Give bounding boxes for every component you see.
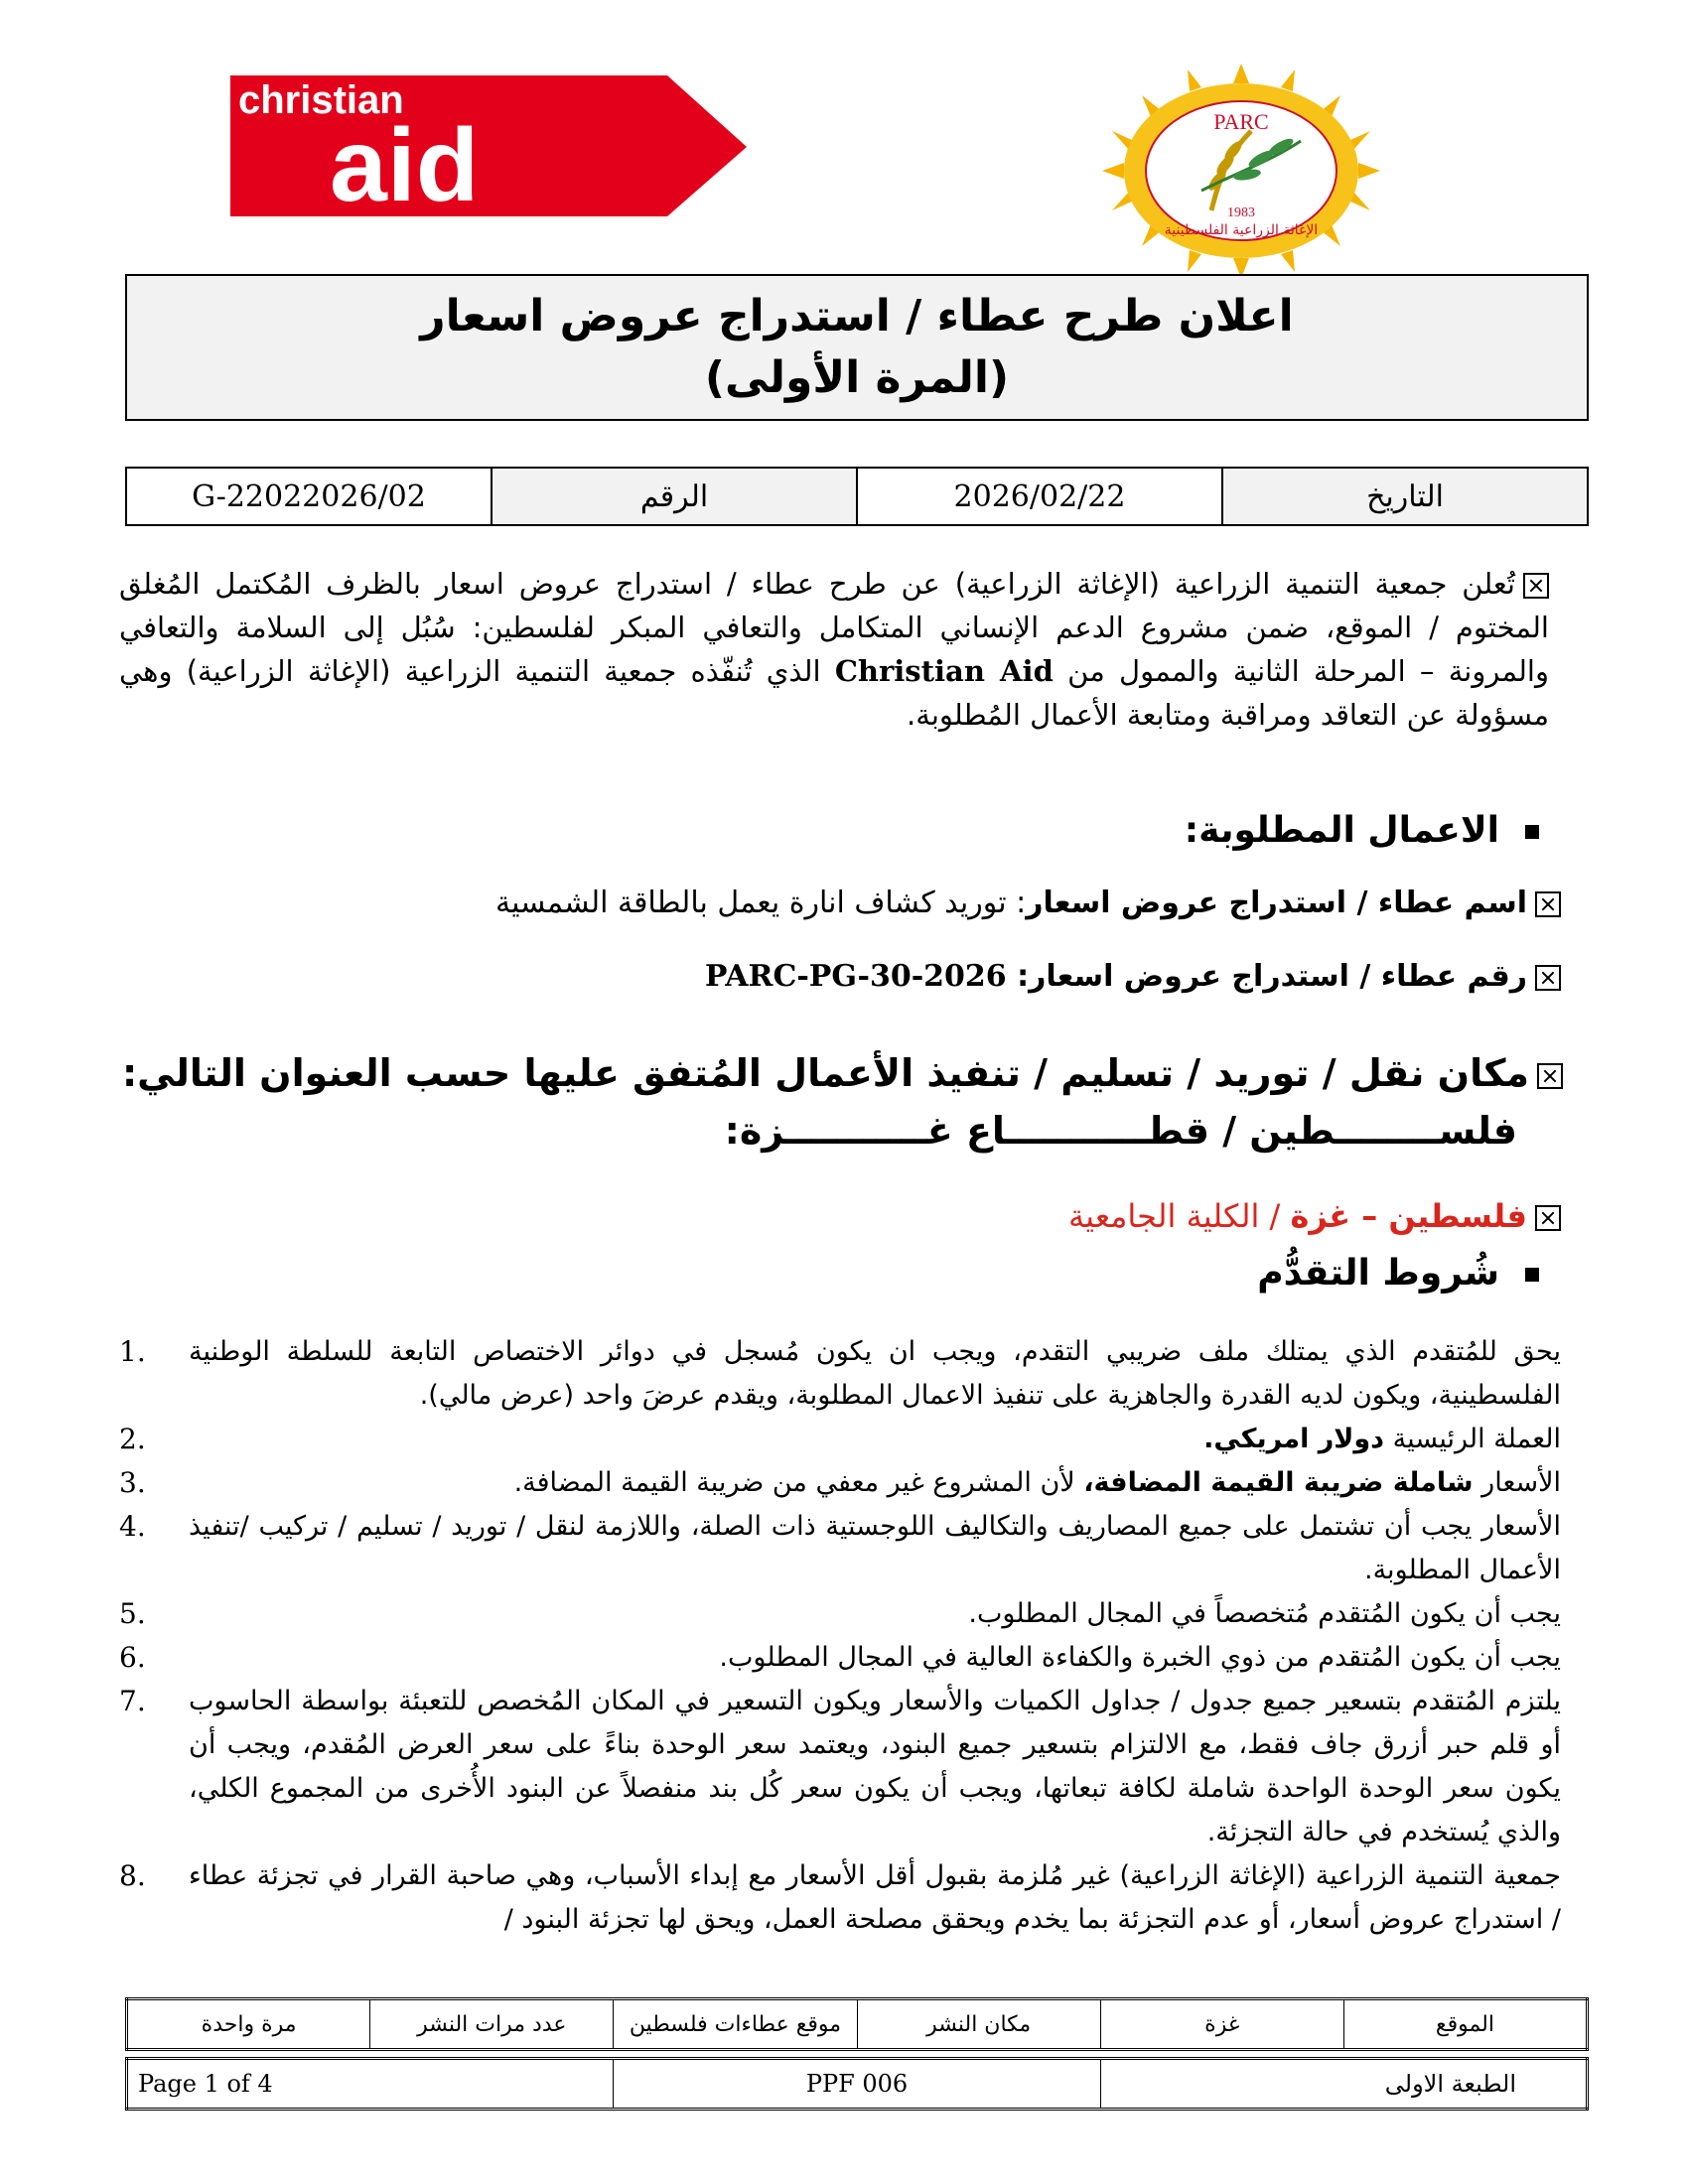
footer-publish-count-label: عدد مرات النشر [370,1999,614,2050]
terms-heading: شُروط التقدُّم [1257,1253,1539,1294]
square-bullet-icon [1525,825,1539,839]
term-item: 1. يحق للمُتقدم الذي يمتلك ملف ضريبي التقدم، ويجب ان يكون مُسجل في دوائر الاختصاص التابعة للسلطة الوطنية الفلسطينية، ويكون لديه القدرة والجاهزية على تنفيذ الاعمال المطلوبة، ويقدم عرضَ واحد (عرض مالي). [119,1335,1561,1411]
intro-text-part2: الذي تُنفّذه جمعية التنمية الزراعية (الإغاثة الزراعية) وهي مسؤولة عن التعاقد ومراقبة ومتابعة الأعمال المُطلوبة. [119,654,1549,732]
term-item: 5. يجب أن يكون المُتقدم مُتخصصاً في المجال المطلوب. [119,1597,1561,1630]
checkbox-x-icon [1523,573,1549,599]
tender-name-label: اسم عطاء / استدراج عروض اسعار [1026,886,1527,920]
term-item: 8. جمعية التنمية الزراعية (الإغاثة الزراعية) غير مُلزمة بقبول أقل الأسعار مع إبداء الأسباب، وهي صاحبة القرار في تجزئة عطاء / استدراج عروض أسعار، أو عدم التجزئة بما يخدم ويحقق مصلحة العمل، ويحق لها تجزئة البنود / [119,1859,1561,1935]
announcement-title-box [125,274,1589,421]
date-label: التاريخ [1222,468,1588,525]
term-item: 4. الأسعار يجب أن تشتمل على جميع المصاريف والتكاليف اللوجستية ذات الصلة، واللازمة لنقل / توريد / تسليم / تركيب /تنفيذ الأعمال المطلوبة. [119,1510,1561,1585]
parc-logo-text: PARC [1213,109,1269,134]
parc-logo [1092,62,1390,280]
footer-page-number: Page 1 of 4 [127,2059,614,2110]
document-footer-table [125,2057,1589,2111]
christian-aid-logo [230,71,747,220]
tender-name-value: : توريد كشاف انارة يعمل بالطاقة الشمسية [494,886,1027,920]
tender-number-value: PARC-PG-30-2026 [704,959,1007,994]
footer-publish-count-value: مرة واحدة [127,1999,370,2050]
delivery-location-line2: فلســــــــطين / قطـــــــــــاع غـــــــــــزة: [724,1109,1517,1153]
tender-number-label: رقم عطاء / استدراج عروض اسعار: [1006,959,1527,994]
announcement-subtitle: (المرة الأولى) [704,352,1010,403]
delivery-address-bold: فلسطين – غزة [1290,1197,1527,1235]
intro-text-part1: تُعلن جمعية التنمية الزراعية (الإغاثة الزراعية) عن طرح عطاء / استدراج عروض اسعار بالظرف المُكتمل المُغلق المختوم / الموقع، ضمن مشروع الدعم الإنساني المتكامل والتعافي المبكر لفلسطين: سُبُل إلى السلامة والتعافي والمرونة – المرحلة الثانية والممول من [119,567,1549,688]
footer-location-value: غزة [1100,1999,1343,2050]
footer-location-label: الموقع [1343,1999,1587,2050]
terms-list [119,1330,1561,1942]
delivery-location [113,1044,1563,1160]
term-item: 6. يجب أن يكون المُتقدم من ذوي الخبرة والكفاءة العالية في المجال المطلوب. [119,1641,1561,1674]
footer-edition: الطبعة الاولى [1100,2059,1587,2110]
tender-number-line [705,959,1561,994]
publication-info-table [125,1997,1589,2051]
parc-logo-year: 1983 [1227,205,1255,220]
christian-aid-line1: christian [238,78,404,122]
term-item: 3. الأسعار شاملة ضريبة القيمة المضافة، لأن المشروع غير معفي من ضريبة القيمة المضافة. [119,1466,1561,1499]
date-value: 2026/02/22 [857,468,1222,525]
checkbox-x-icon [1535,1205,1561,1231]
tender-name-line [495,886,1561,920]
announcement-title: اعلان طرح عطاء / استدراج عروض اسعار [420,291,1294,341]
intro-funder: Christian Aid [834,654,1054,688]
term-item: 2. العملة الرئيسية دولار امريكي. [119,1423,1561,1455]
christian-aid-line2: aid [330,108,480,220]
term-item: 7. يلتزم المُتقدم بتسعير جميع جدول / جداول الكميات والأسعار ويكون التسعير في المكان المُخصص للتعبئة بواسطة الحاسوب أو قلم حبر أزرق جاف فقط، مع الالتزام بتسعير جميع البنود، ويعتمد سعر الوحدة بناءً على سعر العرض المُقدم، ويجب أن يكون سعر الوحدة الواحدة شاملة لكافة تبعاتها، ويجب أن يكون سعر كُل بند منفصلاً عن البنود الأُخرى من المجموع الكلي، والذي يُستخدم في حالة التجزئة. [119,1685,1561,1847]
square-bullet-icon [1525,1268,1539,1282]
number-label: الرقم [492,468,857,525]
checkbox-x-icon [1535,965,1561,991]
reference-table [125,467,1589,526]
footer-publish-place-label: مكان النشر [857,1999,1100,2050]
delivery-location-line1: مكان نقل / توريد / تسليم / تنفيذ الأعمال المُتفق عليها حسب العنوان التالي: [113,1044,1563,1102]
works-heading: الاعمال المطلوبة: [1185,810,1539,851]
intro-paragraph [119,562,1549,737]
number-value: G-22022026/02 [126,468,492,525]
parc-logo-ring-text: الإغاثة الزراعية الفلسطينية [1164,222,1319,238]
checkbox-x-icon [1537,1063,1563,1089]
checkbox-x-icon [1535,891,1561,917]
delivery-address-rest: / الكلية الجامعية [1068,1197,1291,1235]
footer-form-code: PPF 006 [614,2059,1100,2110]
footer-publish-place-value: موقع عطاءات فلسطين [614,1999,857,2050]
delivery-address [1068,1197,1561,1235]
